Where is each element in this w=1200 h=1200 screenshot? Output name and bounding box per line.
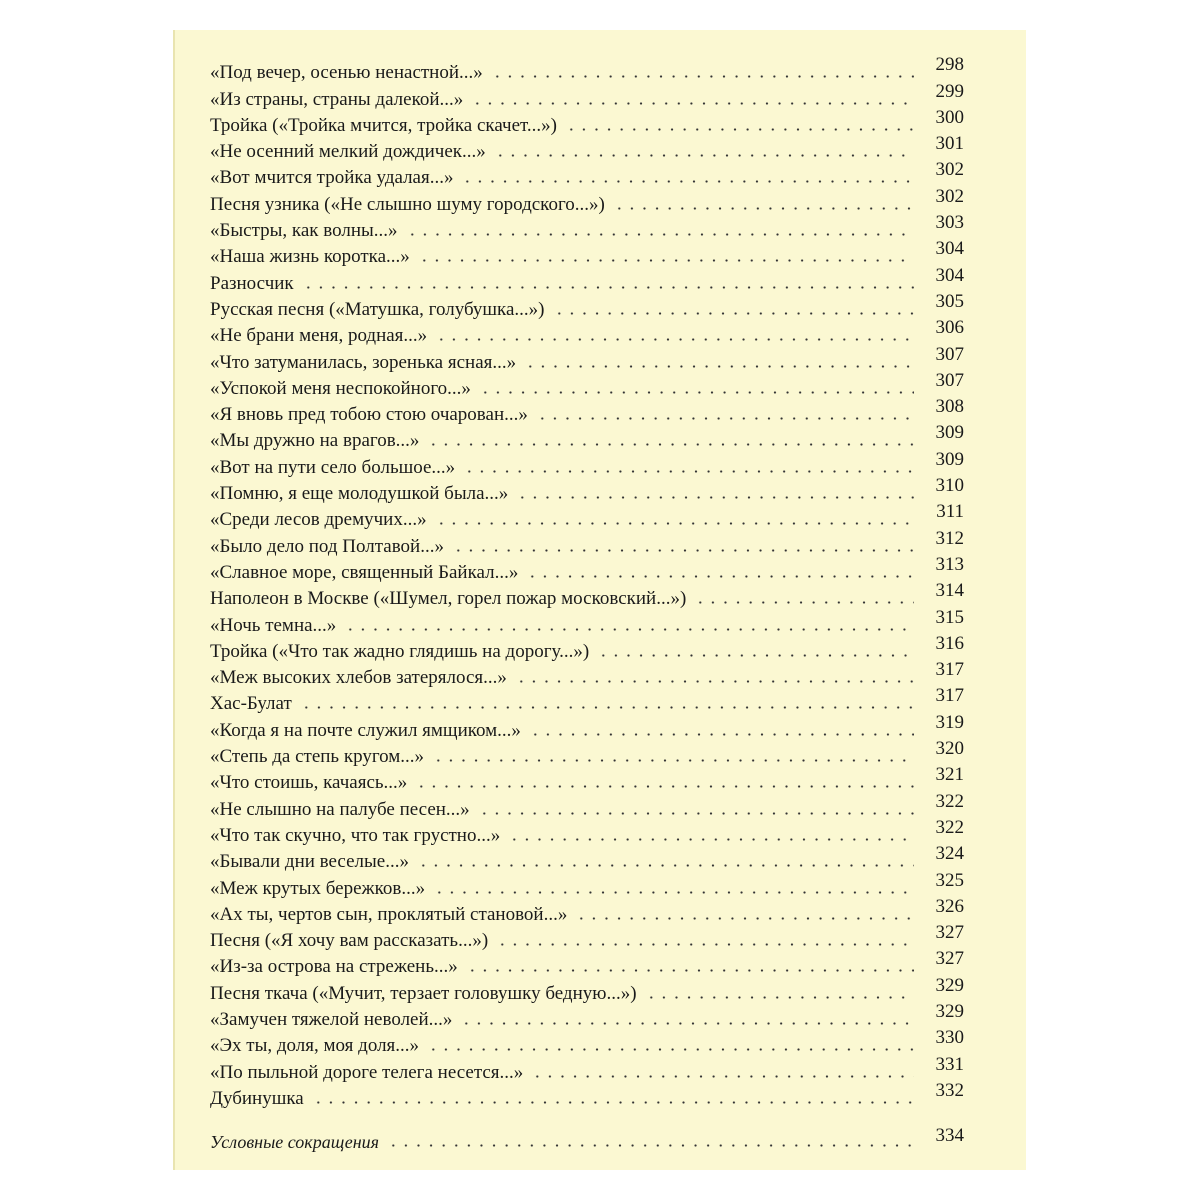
toc-entry-page-number: 322 — [935, 790, 964, 812]
toc-entry-title: «Я вновь пред тобою стою очарован...» — [210, 404, 528, 426]
dot-leader — [565, 128, 914, 131]
toc-entry-page-number: 308 — [935, 396, 964, 418]
toc-entry — [210, 895, 964, 925]
toc-entry-page-number: 327 — [935, 922, 964, 944]
dot-leader — [529, 733, 914, 736]
toc-entry-page-number: 298 — [935, 54, 964, 76]
toc-entry — [210, 766, 964, 792]
toc-entry — [210, 106, 964, 136]
toc-entry — [210, 713, 964, 739]
toc-entry-page-number: 327 — [935, 948, 964, 970]
toc-entry-title: «Не слышно на палубе песен...» — [210, 798, 470, 820]
toc-entry-page-number: 311 — [936, 501, 964, 523]
book-page — [173, 30, 1026, 1170]
toc-entry-page-number: 329 — [935, 1000, 964, 1022]
dot-leader — [524, 365, 914, 368]
table-of-contents — [210, 56, 964, 1151]
toc-entry — [210, 553, 964, 583]
toc-entry-page-number: 302 — [935, 159, 964, 181]
dot-leader — [645, 996, 914, 999]
toc-entry-title: «Было дело под Полтавой...» — [210, 535, 444, 557]
toc-entry — [210, 1055, 964, 1081]
dot-leader — [491, 75, 914, 78]
toc-entry-page-number: 299 — [935, 80, 964, 102]
dot-leader — [536, 417, 914, 420]
dot-leader — [427, 443, 914, 446]
toc-entry-title: «Славное море, священный Байкал...» — [210, 561, 519, 583]
toc-entry-title: «Что стоишь, качаясь...» — [210, 772, 408, 794]
dot-leader — [433, 891, 914, 894]
toc-entry-title: «Что так скучно, что так грустно...» — [210, 824, 501, 846]
dot-leader — [461, 180, 914, 183]
toc-entry-title: «Наша жизнь коротка...» — [210, 246, 410, 268]
toc-footer-entry — [210, 1125, 964, 1151]
dot-leader — [479, 391, 914, 394]
toc-entry-title: «Бывали дни веселые...» — [210, 851, 409, 873]
dot-leader — [460, 1022, 914, 1025]
dot-leader — [508, 838, 914, 841]
toc-entry — [210, 924, 964, 950]
dot-leader — [417, 864, 914, 867]
toc-entry-page-number: 315 — [935, 606, 964, 628]
toc-entry-page-number: 332 — [935, 1079, 964, 1101]
toc-entry-page-number: 329 — [935, 974, 964, 996]
toc-entry-title: Разносчик — [210, 272, 294, 294]
dot-leader — [387, 1144, 914, 1147]
toc-entry-page-number: 320 — [935, 738, 964, 760]
toc-entry-page-number: 302 — [935, 185, 964, 207]
dot-leader — [526, 575, 914, 578]
dot-leader — [300, 706, 914, 709]
toc-entry — [210, 687, 964, 713]
toc-entry-page-number: 317 — [935, 685, 964, 707]
toc-entry — [210, 135, 964, 161]
dot-leader — [463, 470, 914, 473]
toc-entry — [210, 1079, 964, 1109]
toc-entry-title: Хас-Булат — [210, 693, 292, 715]
dot-leader — [406, 233, 914, 236]
toc-entry — [210, 503, 964, 529]
toc-entry — [210, 632, 964, 662]
toc-entry — [210, 398, 964, 424]
toc-entry-page-number: 303 — [935, 212, 964, 234]
dot-leader — [435, 522, 914, 525]
toc-entry — [210, 582, 964, 608]
toc-entry — [210, 161, 964, 187]
dot-leader — [418, 259, 914, 262]
toc-entry-page-number: 306 — [935, 317, 964, 339]
toc-entry-page-number: 304 — [935, 264, 964, 286]
toc-entry-title: «Мы дружно на врагов...» — [210, 430, 420, 452]
toc-entry-title: «Вот на пути село большое...» — [210, 456, 456, 478]
dot-leader — [471, 102, 914, 105]
dot-leader — [516, 496, 914, 499]
toc-entry-page-number: 330 — [935, 1027, 964, 1049]
toc-entry-title: «Когда я на почте служил ямщиком...» — [210, 719, 521, 741]
toc-entry-page-number: 321 — [935, 764, 964, 786]
toc-entry — [210, 424, 964, 450]
toc-entry-title: «Степь да степь кругом...» — [210, 746, 425, 768]
toc-entry — [210, 1029, 964, 1055]
toc-entry-page-number: 313 — [935, 553, 964, 575]
toc-entry-title: «Что затуманилась, зоренька ясная...» — [210, 351, 517, 373]
toc-entry — [210, 529, 964, 555]
toc-entry-title: «Замучен тяжелой неволей...» — [210, 1008, 453, 1030]
toc-entry-title: Песня узника («Не слышно шуму городского...») — [210, 193, 605, 215]
toc-entry — [210, 290, 964, 320]
toc-entry-page-number: 304 — [935, 238, 964, 260]
toc-entry-title: Песня («Я хочу вам рассказать...») — [210, 930, 489, 952]
toc-entry-title: «Меж высоких хлебов затерялося...» — [210, 667, 507, 689]
toc-entry — [210, 871, 964, 897]
dot-leader — [415, 785, 914, 788]
toc-entry-page-number: 325 — [935, 869, 964, 891]
toc-entry — [210, 82, 964, 108]
toc-entry-page-number: 312 — [935, 527, 964, 549]
toc-entry — [210, 187, 964, 213]
toc-entry-page-number: 334 — [935, 1125, 964, 1147]
toc-entry-title: «Ах ты, чертов сын, проклятый становой...» — [210, 903, 568, 925]
toc-entry-page-number: 316 — [935, 632, 964, 654]
toc-entry-title: Песня ткача («Мучит, терзает головушку бедную...») — [210, 982, 637, 1004]
toc-entry-page-number: 309 — [935, 448, 964, 470]
toc-entry — [210, 345, 964, 371]
toc-entry — [210, 816, 964, 846]
toc-entry-title: «Успокой меня неспокойного...» — [210, 377, 471, 399]
dot-leader — [496, 943, 914, 946]
dot-leader — [452, 549, 914, 552]
toc-entry-title: «Из страны, страны далекой...» — [210, 88, 464, 110]
dot-leader — [312, 1101, 914, 1104]
toc-entry — [210, 661, 964, 687]
dot-leader — [302, 286, 914, 289]
toc-entry — [210, 976, 964, 1002]
toc-entry-title: Тройка («Тройка мчится, тройка скачет...») — [210, 114, 557, 136]
toc-entry-page-number: 326 — [935, 895, 964, 917]
toc-entry-page-number: 300 — [935, 106, 964, 128]
toc-entry — [210, 319, 964, 345]
dot-leader — [597, 654, 914, 657]
toc-entry — [210, 740, 964, 766]
toc-entry-title: «Меж крутых бережков...» — [210, 877, 426, 899]
toc-entry — [210, 950, 964, 976]
dot-leader — [427, 1048, 914, 1051]
toc-entry-title: «Ночь темна...» — [210, 614, 337, 636]
toc-entry-title: «Под вечер, осенью ненастной...» — [210, 62, 483, 84]
toc-entry-page-number: 331 — [935, 1053, 964, 1075]
toc-entry-page-number: 305 — [935, 290, 964, 312]
toc-entry-page-number: 314 — [935, 580, 964, 602]
toc-entry-title: «Не брани меня, родная...» — [210, 325, 428, 347]
dot-leader — [494, 154, 914, 157]
dot-leader — [478, 812, 914, 815]
toc-entry-page-number: 317 — [935, 659, 964, 681]
toc-entry — [210, 792, 964, 818]
dot-leader — [344, 628, 914, 631]
toc-entry-title: «Среди лесов дремучих...» — [210, 509, 427, 531]
toc-entry — [210, 214, 964, 240]
toc-entry-title: «Не осенний мелкий дождичек...» — [210, 141, 486, 163]
toc-entry-title: Условные сокращения — [210, 1132, 380, 1153]
dot-leader — [694, 601, 914, 604]
toc-entry-title: «Быстры, как волны...» — [210, 220, 398, 242]
toc-entry-page-number: 307 — [935, 369, 964, 391]
toc-entry-page-number: 322 — [935, 816, 964, 838]
dot-leader — [553, 312, 914, 315]
toc-entry — [210, 845, 964, 871]
toc-entry — [210, 240, 964, 266]
dot-leader — [531, 1075, 914, 1078]
toc-entry-page-number: 301 — [935, 133, 964, 155]
toc-entry-page-number: 309 — [935, 422, 964, 444]
toc-entry-title: «По пыльной дороге телега несется...» — [210, 1061, 524, 1083]
dot-leader — [466, 969, 914, 972]
toc-entry-page-number: 310 — [935, 475, 964, 497]
dot-leader — [432, 759, 914, 762]
toc-entry-title: «Из-за острова на стрежень...» — [210, 956, 458, 978]
dot-leader — [613, 207, 914, 210]
toc-entry — [210, 1000, 964, 1030]
toc-entry — [210, 266, 964, 292]
toc-entry-page-number: 307 — [935, 343, 964, 365]
toc-entry — [210, 608, 964, 634]
dot-leader — [435, 338, 914, 341]
toc-entry-title: «Эх ты, доля, моя доля...» — [210, 1035, 420, 1057]
toc-entry-page-number: 324 — [935, 843, 964, 865]
toc-entry — [210, 477, 964, 503]
toc-entry — [210, 56, 964, 82]
toc-entry — [210, 369, 964, 399]
toc-entry-title: Русская песня («Матушка, голубушка...») — [210, 298, 545, 320]
toc-entry — [210, 450, 964, 476]
dot-leader — [575, 917, 914, 920]
toc-entry-title: Тройка («Что так жадно глядишь на дорогу...») — [210, 640, 590, 662]
toc-entry-page-number: 319 — [935, 711, 964, 733]
dot-leader — [515, 680, 914, 683]
toc-entry-title: «Помню, я еще молодушкой была...» — [210, 483, 509, 505]
toc-entry-title: Наполеон в Москве («Шумел, горел пожар московский...») — [210, 588, 687, 610]
toc-entry-title: Дубинушка — [210, 1087, 304, 1109]
toc-entry-title: «Вот мчится тройка удалая...» — [210, 167, 454, 189]
